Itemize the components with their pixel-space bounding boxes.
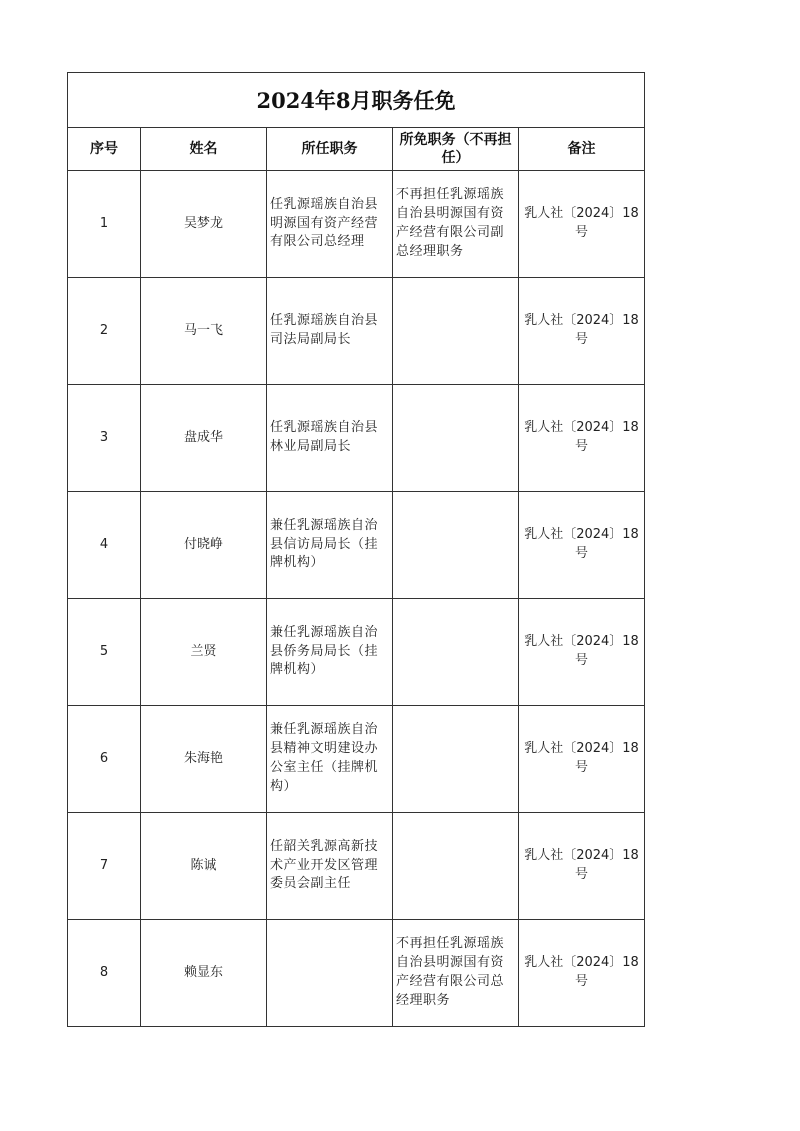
cell-name: 赖显东 (141, 920, 267, 1027)
cell-position: 兼任乳源瑶族自治县侨务局局长（挂牌机构） (267, 599, 393, 706)
table-row (68, 706, 645, 813)
cell-num: 7 (68, 813, 141, 920)
cell-name: 马一飞 (141, 278, 267, 385)
header-name: 姓名 (141, 128, 267, 171)
cell-removed (393, 599, 519, 706)
header-num: 序号 (68, 128, 141, 171)
cell-name: 兰贤 (141, 599, 267, 706)
cell-removed: 不再担任乳源瑶族自治县明源国有资产经营有限公司总经理职务 (393, 920, 519, 1027)
cell-name: 吴梦龙 (141, 171, 267, 278)
header-position: 所任职务 (267, 128, 393, 171)
cell-num: 1 (68, 171, 141, 278)
table-row (68, 813, 645, 920)
cell-name: 陈诚 (141, 813, 267, 920)
cell-position: 兼任乳源瑶族自治县精神文明建设办公室主任（挂牌机构） (267, 706, 393, 813)
cell-note: 乳人社〔2024〕18号 (519, 171, 645, 278)
table-row (68, 599, 645, 706)
table-row (68, 492, 645, 599)
cell-num: 8 (68, 920, 141, 1027)
appointment-table (67, 72, 645, 1027)
header-note: 备注 (519, 128, 645, 171)
cell-num: 3 (68, 385, 141, 492)
table-row (68, 278, 645, 385)
cell-position: 任韶关乳源高新技术产业开发区管理委员会副主任 (267, 813, 393, 920)
cell-removed (393, 278, 519, 385)
cell-position (267, 920, 393, 1027)
cell-position: 任乳源瑶族自治县司法局副局长 (267, 278, 393, 385)
cell-note: 乳人社〔2024〕18号 (519, 706, 645, 813)
cell-name: 朱海艳 (141, 706, 267, 813)
cell-position: 兼任乳源瑶族自治县信访局局长（挂牌机构） (267, 492, 393, 599)
cell-removed (393, 813, 519, 920)
cell-note: 乳人社〔2024〕18号 (519, 278, 645, 385)
header-removed: 所免职务（不再担任） (393, 128, 519, 171)
cell-removed: 不再担任乳源瑶族自治县明源国有资产经营有限公司副总经理职务 (393, 171, 519, 278)
cell-position: 任乳源瑶族自治县明源国有资产经营有限公司总经理 (267, 171, 393, 278)
cell-name: 付晓峥 (141, 492, 267, 599)
header-row (68, 128, 645, 171)
cell-note: 乳人社〔2024〕18号 (519, 599, 645, 706)
table-row (68, 171, 645, 278)
cell-note: 乳人社〔2024〕18号 (519, 385, 645, 492)
cell-removed (393, 706, 519, 813)
cell-num: 5 (68, 599, 141, 706)
cell-num: 2 (68, 278, 141, 385)
cell-note: 乳人社〔2024〕18号 (519, 492, 645, 599)
cell-num: 4 (68, 492, 141, 599)
table-row (68, 385, 645, 492)
cell-note: 乳人社〔2024〕18号 (519, 813, 645, 920)
table-row (68, 920, 645, 1027)
cell-removed (393, 492, 519, 599)
table-title: 2024年8月职务任免 (68, 73, 645, 128)
cell-num: 6 (68, 706, 141, 813)
cell-name: 盘成华 (141, 385, 267, 492)
cell-note: 乳人社〔2024〕18号 (519, 920, 645, 1027)
cell-position: 任乳源瑶族自治县林业局副局长 (267, 385, 393, 492)
cell-removed (393, 385, 519, 492)
